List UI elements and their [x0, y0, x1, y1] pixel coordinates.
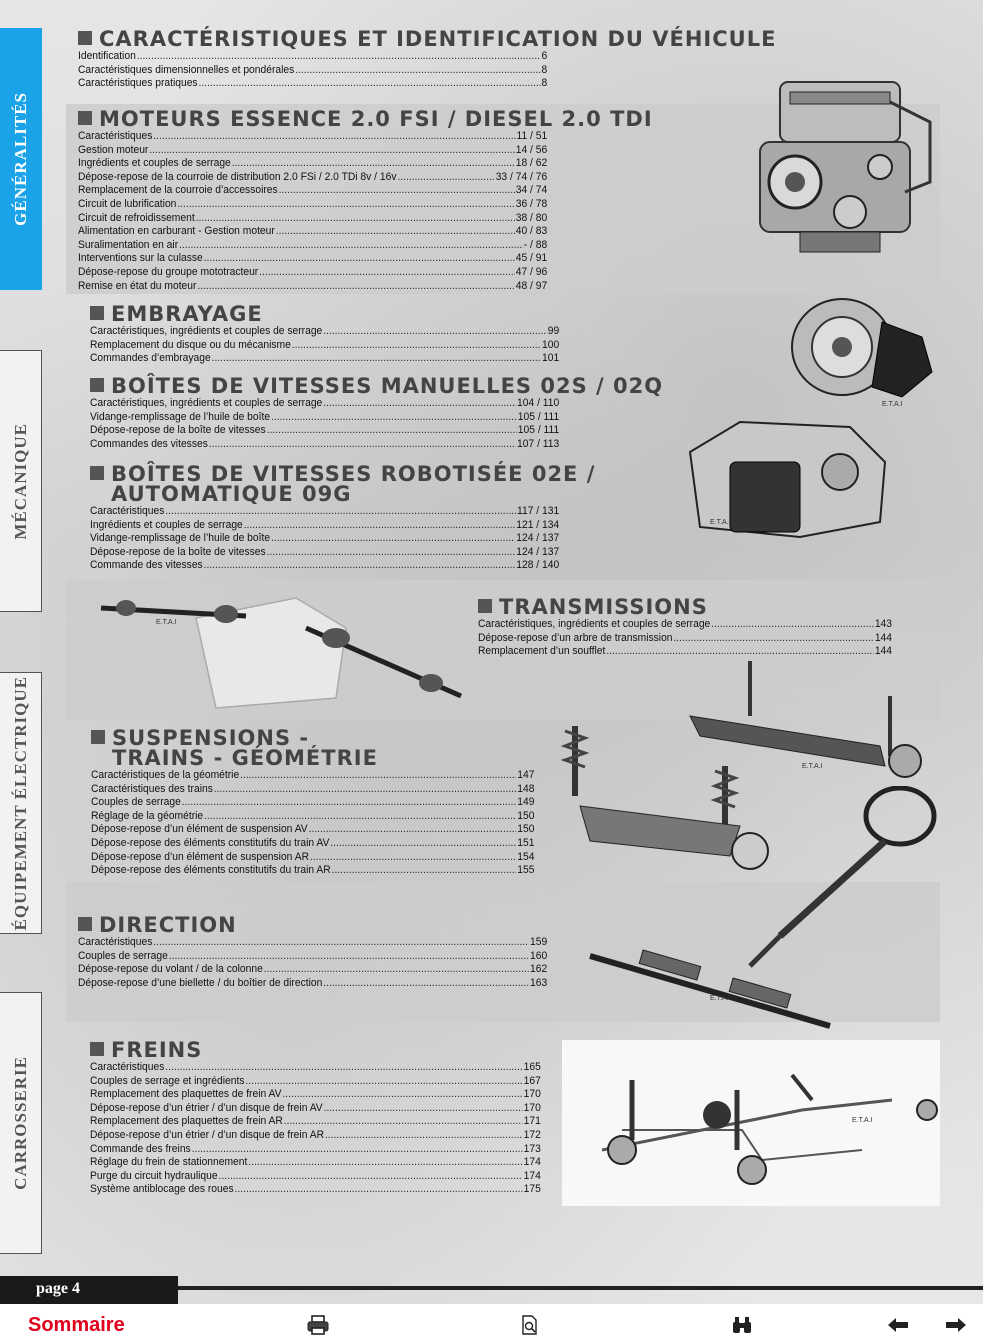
section-caracteristiques: [78, 27, 777, 91]
toc-entry[interactable]: Dépose-repose d’un arbre de transmission ..... 144: [478, 632, 892, 646]
square-bullet-icon: [90, 1042, 104, 1056]
toc-entry[interactable]: Remise en état du moteur ..... 48 / 97: [78, 280, 547, 294]
section-title: SUSPENSIONS - TRAINS - GÉOMÉTRIE: [91, 728, 573, 768]
square-bullet-icon: [91, 730, 105, 744]
transmission-illustration: [96, 588, 470, 716]
illustration-brand-label: E.T.A.I: [710, 519, 731, 526]
illustration-brand-label: E.T.A.I: [802, 763, 823, 770]
section-title: BOÎTES DE VITESSES ROBOTISÉE 02E / AUTOMATIQUE 09G: [90, 464, 600, 504]
toc-entry[interactable]: Identification ..... 6: [78, 50, 547, 64]
tab-carrosserie[interactable]: [0, 992, 42, 1254]
section-title: CARACTÉRISTIQUES ET IDENTIFICATION DU VÉHICULE: [78, 29, 588, 49]
toc-entry[interactable]: Caractéristiques ..... 165: [90, 1061, 541, 1075]
toc-entry[interactable]: Ingrédients et couples de serrage ..... 18 / 62: [78, 157, 547, 171]
toc-entry[interactable]: Caractéristiques de la géométrie ..... 147: [91, 769, 534, 783]
toc-entry[interactable]: Dépose-repose de la boîte de vitesses ..... 105 / 111: [90, 424, 559, 438]
toc-entry[interactable]: Alimentation en carburant - Gestion moteur ..... 40 / 83: [78, 225, 547, 239]
section-boites-robotisee: [90, 464, 600, 573]
square-bullet-icon: [78, 917, 92, 931]
toc-entry[interactable]: Vidange-remplissage de l’huile de boîte ..... 105 / 111: [90, 411, 559, 425]
brakes-illustration: [562, 1040, 940, 1206]
section-freins: [90, 1040, 580, 1197]
gearbox-illustration: [680, 412, 890, 542]
clutch-illustration: [782, 292, 938, 412]
toc-entry[interactable]: Remplacement de la courroie d’accessoires ..... 34 / 74: [78, 184, 547, 198]
toc-entry[interactable]: Ingrédients et couples de serrage ..... 121 / 134: [90, 519, 559, 533]
arrow-right-icon[interactable]: [944, 1314, 968, 1336]
sommaire-link[interactable]: Sommaire: [28, 1314, 125, 1336]
engine-illustration: [740, 62, 940, 262]
illustration-brand-label: E.T.A.I: [710, 995, 731, 1002]
toc-entry[interactable]: Dépose-repose des éléments constitutifs du train AR ..... 155: [91, 864, 534, 878]
tab-mecanique[interactable]: [0, 350, 42, 612]
toc-entry[interactable]: Interventions sur la culasse ..... 45 / 91: [78, 252, 547, 266]
toc-entry[interactable]: Dépose-repose d’une biellette / du boîtier de direction ..... 163: [78, 977, 547, 991]
toc-entry[interactable]: Caractéristiques des trains ..... 148: [91, 783, 534, 797]
section-moteurs: [78, 107, 653, 293]
section-title: FREINS: [90, 1040, 580, 1060]
tab-label: ÉQUIPEMENT ÉLECTRIQUE: [10, 675, 30, 931]
toc-entry[interactable]: Caractéristiques pratiques ..... 8: [78, 77, 547, 91]
toc-entry[interactable]: Réglage de la géométrie ..... 150: [91, 810, 534, 824]
print-icon[interactable]: [306, 1314, 330, 1336]
tab-label: GÉNÉRALITÉS: [10, 92, 30, 226]
toc-entry[interactable]: Réglage du frein de stationnement ..... 174: [90, 1156, 541, 1170]
section-suspensions: [91, 728, 573, 878]
toc-entry[interactable]: Remplacement des plaquettes de frein AR ..... 171: [90, 1115, 541, 1129]
toc-entry[interactable]: Couples de serrage ..... 160: [78, 950, 547, 964]
section-title: EMBRAYAGE: [90, 304, 600, 324]
toc-entry[interactable]: Remplacement des plaquettes de frein AV ..... 170: [90, 1088, 541, 1102]
toc-entry[interactable]: Dépose-repose des éléments constitutifs du train AV ..... 151: [91, 837, 534, 851]
document-search-icon[interactable]: [518, 1314, 542, 1336]
section-title: BOÎTES DE VITESSES MANUELLES 02S / 02Q: [90, 376, 600, 396]
toc-entry[interactable]: Circuit de refroidissement ..... 38 / 80: [78, 212, 547, 226]
section-boites-manuelles: [90, 374, 664, 451]
toc-entry[interactable]: Dépose-repose de la boîte de vitesses ..... 124 / 137: [90, 546, 559, 560]
toc-entry[interactable]: Circuit de lubrification ..... 36 / 78: [78, 198, 547, 212]
illustration-brand-label: E.T.A.I: [156, 619, 177, 626]
toc-entry[interactable]: Dépose-repose d’un étrier / d’un disque de frein AV ..... 170: [90, 1102, 541, 1116]
footer-bar: [0, 1304, 983, 1342]
toc-entry[interactable]: Couples de serrage ..... 149: [91, 796, 534, 810]
tab-equipement-electrique[interactable]: [0, 672, 42, 934]
tab-generalites[interactable]: [0, 28, 42, 290]
toc-entry[interactable]: Dépose-repose d’un élément de suspension AV ..... 150: [91, 823, 534, 837]
toc-entry[interactable]: Dépose-repose du volant / de la colonne ..... 162: [78, 963, 547, 977]
square-bullet-icon: [478, 599, 492, 613]
toc-entry[interactable]: Commandes des vitesses ..... 107 / 113: [90, 438, 559, 452]
toc-entry[interactable]: Commande des freins ..... 173: [90, 1143, 541, 1157]
section-title: TRANSMISSIONS: [478, 597, 928, 617]
square-bullet-icon: [90, 466, 104, 480]
toc-entry[interactable]: Suralimentation en air ..... - / 88: [78, 239, 547, 253]
page-label: page 4: [0, 1276, 178, 1304]
toc-entry[interactable]: Remplacement du disque ou du mécanisme ..... 100: [90, 339, 559, 353]
toc-entry[interactable]: Remplacement d’un soufflet ..... 144: [478, 645, 892, 659]
toc-entry[interactable]: Caractéristiques ..... 159: [78, 936, 547, 950]
toc-entry[interactable]: Caractéristiques, ingrédients et couples de serrage ..... 99: [90, 325, 559, 339]
toc-entry[interactable]: Dépose-repose d’un élément de suspension AR ..... 154: [91, 851, 534, 865]
section-transmissions: [478, 597, 928, 659]
section-embrayage: [90, 304, 600, 366]
toc-entry[interactable]: Système antiblocage des roues ..... 175: [90, 1183, 541, 1197]
illustration-brand-label: E.T.A.I: [852, 1117, 873, 1124]
square-bullet-icon: [90, 378, 104, 392]
toc-entry[interactable]: Dépose-repose du groupe mototracteur ..... 47 / 96: [78, 266, 547, 280]
toc-entry[interactable]: Couples de serrage et ingrédients ..... 167: [90, 1075, 541, 1089]
square-bullet-icon: [90, 306, 104, 320]
tab-label: CARROSSERIE: [10, 1056, 30, 1190]
square-bullet-icon: [78, 111, 92, 125]
section-direction: [78, 915, 588, 990]
tab-label: MÉCANIQUE: [10, 422, 30, 540]
toc-entry[interactable]: Caractéristiques ..... 11 / 51: [78, 130, 547, 144]
binoculars-icon[interactable]: [730, 1314, 754, 1336]
toc-entry[interactable]: Gestion moteur ..... 14 / 56: [78, 144, 547, 158]
section-title: DIRECTION: [78, 915, 588, 935]
square-bullet-icon: [78, 31, 92, 45]
toc-entry[interactable]: Dépose-repose d’un étrier / d’un disque de frein AR ..... 172: [90, 1129, 541, 1143]
toc-entry[interactable]: Commande des vitesses ..... 128 / 140: [90, 559, 559, 573]
illustration-brand-label: E.T.A.I: [882, 401, 903, 408]
toc-entry[interactable]: Commandes d’embrayage ..... 101: [90, 352, 559, 366]
section-title: MOTEURS ESSENCE 2.0 FSI / DIESEL 2.0 TDI: [78, 109, 588, 129]
steering-illustration: [580, 786, 940, 1036]
toc-entry[interactable]: Purge du circuit hydraulique ..... 174: [90, 1170, 541, 1184]
toc-entry[interactable]: Caractéristiques, ingrédients et couples de serrage ..... 143: [478, 618, 892, 632]
toc-entry[interactable]: Dépose-repose de la courroie de distribution 2.0 FSi / 2.0 TDi 8v / 16v ..... 33 / 74 / 76: [78, 171, 547, 185]
arrow-left-icon[interactable]: [886, 1314, 910, 1336]
toc-entry[interactable]: Caractéristiques dimensionnelles et pondérales ..... 8: [78, 64, 547, 78]
toc-entry[interactable]: Caractéristiques ..... 117 / 131: [90, 505, 559, 519]
toc-entry[interactable]: Caractéristiques, ingrédients et couples de serrage ..... 104 / 110: [90, 397, 559, 411]
toc-entry[interactable]: Vidange-remplissage de l’huile de boîte ..... 124 / 137: [90, 532, 559, 546]
